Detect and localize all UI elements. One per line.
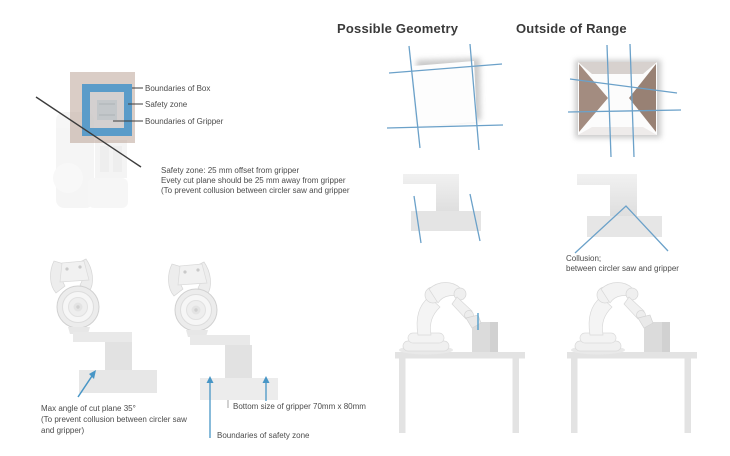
collusion-note xyxy=(566,254,679,274)
gripper-angle-figure xyxy=(50,259,157,397)
robot-outside-figure xyxy=(567,283,697,434)
safety-zone-note-line2: Evety cut plane should be 25 mm away from gripper xyxy=(161,176,346,185)
label-safety-boundary: Boundaries of safety zone xyxy=(217,431,310,440)
safety-zone-note xyxy=(161,166,350,196)
outside-step-figure xyxy=(575,174,668,253)
outside-of-range-heading: Outside of Range xyxy=(516,21,627,36)
label-boundaries-of-box: Boundaries of Box xyxy=(145,84,211,93)
max-angle-note-line2: (To prevent collusion between circler saw xyxy=(41,415,187,424)
label-safety-zone: Safety zone xyxy=(145,100,188,109)
possible-quad-figure xyxy=(387,44,503,150)
outside-box-figure xyxy=(568,44,681,157)
safety-zone-note-line3: (To prevent collusion between circler saw and gripper xyxy=(161,186,350,195)
possible-geometry-heading: Possible Geometry xyxy=(337,21,459,36)
max-angle-note xyxy=(41,403,187,436)
safety-zone-note-line1: Safety zone: 25 mm offset from gripper xyxy=(161,166,300,175)
max-angle-note-line3: and gripper) xyxy=(41,426,85,435)
robot-possible-figure xyxy=(395,283,525,434)
gripper-overlay-figure xyxy=(36,72,143,208)
possible-step-figure xyxy=(403,174,481,243)
label-bottom-size: Bottom size of gripper 70mm x 80mm xyxy=(233,402,366,411)
collusion-note-line1: Collusion; xyxy=(566,254,602,263)
collusion-note-line2: between circler saw and gripper xyxy=(566,264,679,273)
max-angle-note-line1: Max angle of cut plane 35° xyxy=(41,404,136,413)
label-boundaries-of-gripper: Boundaries of Gripper xyxy=(145,117,224,126)
gripper-boundary-area xyxy=(97,100,117,120)
